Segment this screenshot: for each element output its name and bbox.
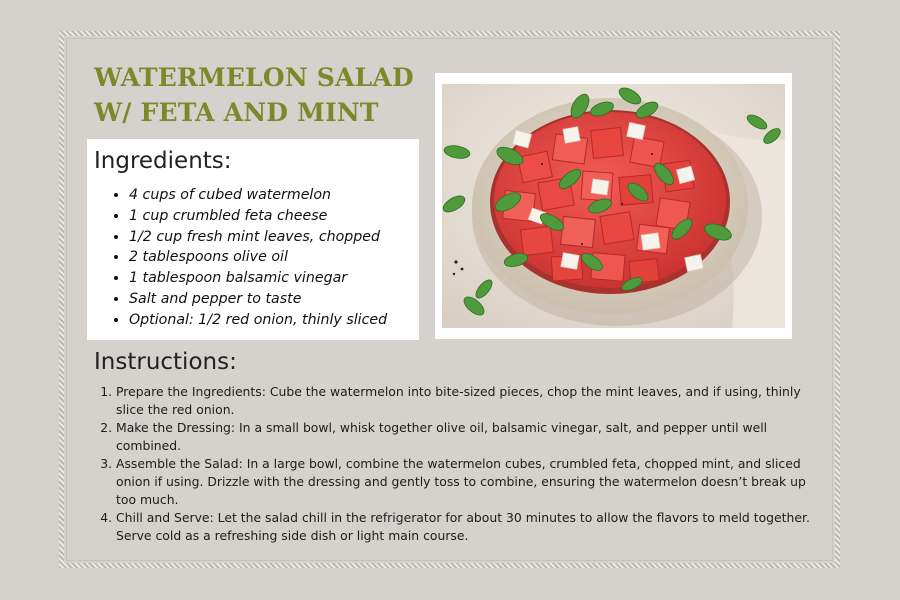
ingredient-item: • Salt and pepper to taste [129,289,387,310]
instructions-heading: Instructions: [94,349,237,375]
ingredient-item: • Optional: 1/2 red onion, thinly sliced [129,310,387,331]
ingredient-item: • 1 cup crumbled feta cheese [129,206,387,227]
salad-photo-frame [435,73,792,339]
instruction-step: 1. Prepare the Ingredients: Cube the watermelon into bite-sized pieces, chop the mint leaves, and if using, thinly slice the red onion. [116,383,822,419]
salad-photo [442,84,785,328]
ingredients-list [109,185,387,331]
ingredient-item: • 4 cups of cubed watermelon [129,185,387,206]
instruction-step: 3. Assemble the Salad: In a large bowl, combine the watermelon cubes, crumbled feta, chopped mint, and sliced onion if using. Drizzle with the dressing and gently toss to combine, ensuring the watermelon doesn’t break up too much. [116,455,822,509]
instruction-step: 4. Chill and Serve: Let the salad chill in the refrigerator for about 30 minutes to allow the flavors to meld together. Serve cold as a refreshing side dish or light main course. [116,509,822,545]
instruction-step: 2. Make the Dressing: In a small bowl, whisk together olive oil, balsamic vinegar, salt, and pepper until well combined. [116,419,822,455]
ingredient-item: • 1 tablespoon balsamic vinegar [129,268,387,289]
ingredient-item: • 1/2 cup fresh mint leaves, chopped [129,227,387,248]
ingredients-heading: Ingredients: [94,148,232,174]
recipe-title-line-2: W/ FETA AND MINT [94,98,379,127]
recipe-title-line-1: WATERMELON SALAD [94,63,414,92]
ingredient-item: • 2 tablespoons olive oil [129,247,387,268]
ingredients-panel [87,139,419,340]
instructions-list [96,383,822,545]
recipe-title [94,60,414,130]
